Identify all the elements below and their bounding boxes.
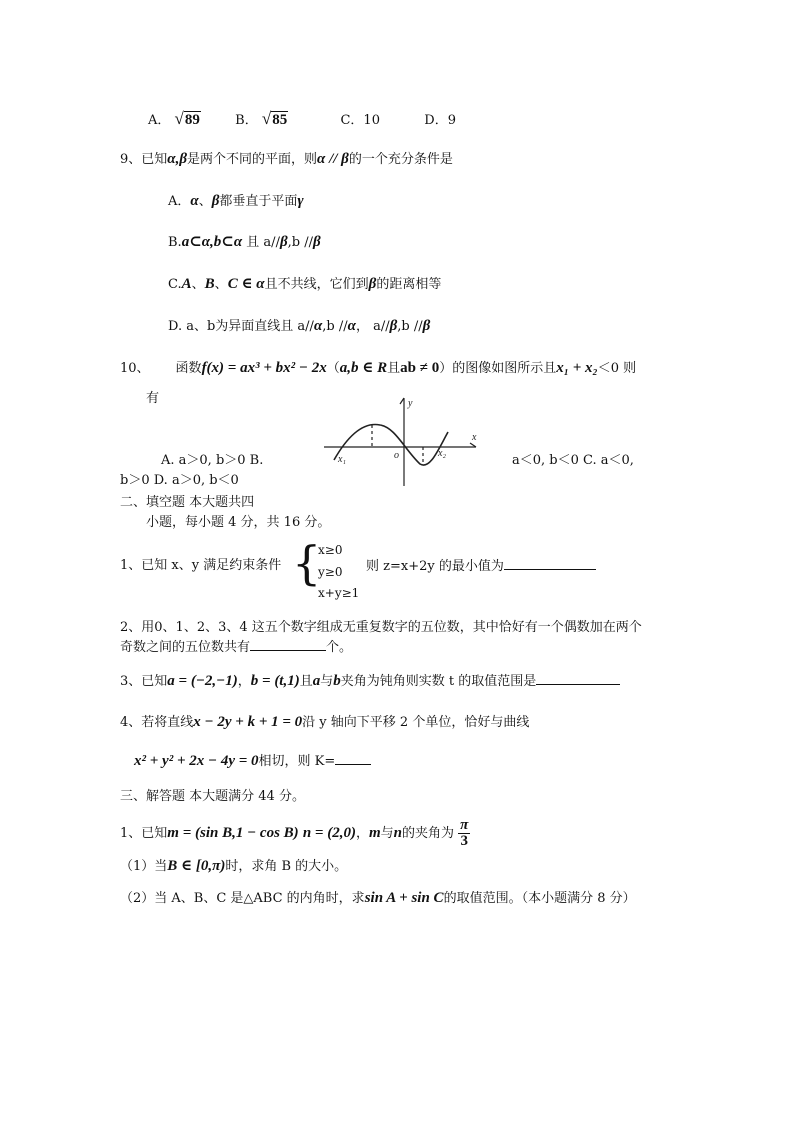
q9-option-d: D. a、b为异面直线且 a//α,b //α， a//β,b //β [168,318,431,334]
q9-stem: 9、已知α,β是两个不同的平面，则α // β的一个充分条件是 [120,151,453,167]
q8-option-c: C．10 [340,113,380,128]
pi-over-3: $\frac{\pi}{3}$ [460,817,469,849]
fill-4-line-1: 4、若将直线x − 2y + k + 1 = 0沿 y 轴向下平移 2 个单位，恰好与曲线 [120,714,530,730]
y-axis-label: y [408,398,413,409]
section-2-title: 二、填空题 本大题共四 [120,495,255,510]
fill-1-text-a: 1、已知 x、y 满足约束条件 [120,558,282,573]
constraint-brace: { [292,536,322,590]
answer-1-part-1: （1）当B ∈ [0,π)时，求角 B 的大小。 [120,858,348,874]
answer-1-stem: 1、已知m = (sin B,1 − cos B) n = (2,0)，m与n的夹角为 $\frac{\pi}{3}$ [120,817,469,849]
fill-3: 3、已知a = (−2,−1)，b = (t,1)且a与b夹角为钝角则实数 t 的取值范围是 [120,672,620,691]
answer-blank[interactable] [335,752,371,765]
q10-options-a: A. a＞0, b＞0 B. [161,453,264,468]
q10-function-graph [320,392,480,488]
q9-option-a: A．α、β都垂直于平面γ [168,193,304,209]
q8-option-d: D．9 [424,113,456,128]
q10-options-c: b＞0 D. a＞0, b＜0 [120,473,239,488]
q8-option-a-label: A． [148,113,171,128]
q9-option-b: B.a⊂α,b⊂α 且 a//β,b //β [168,234,321,250]
fill-4-line-2: x² + y² + 2x − 4y = 0相切，则 K= [134,752,371,771]
answer-1-part-2: （2）当 A、B、C 是△ABC 的内角时，求sin A + sin C的取值范围。（本小题满分 8 分） [120,890,636,906]
fill-2-line-2: 奇数之间的五位数共有 个。 [120,640,353,655]
answer-blank[interactable] [504,557,596,570]
q10-stem-cont: 有 [146,391,160,406]
fill-2-line-1: 2、用0、1、2、3、4 这五个数字组成无重复数字的五位数，其中恰好有一个偶数加在两个 [120,620,642,635]
x2-label: x₂ [438,448,446,459]
y-axis-arrow [400,398,404,404]
origin-label: o [394,450,399,461]
sqrt-85: √85 [261,109,288,128]
x-axis-label: x [472,432,477,443]
q10-options-b: a＜0, b＜0 C. a＜0, [512,453,634,468]
section-2-subtitle: 小题，每小题 4 分，共 16 分。 [146,515,331,530]
constraint-3: x+y≥1 [318,586,360,600]
q10-stem: 10、 函数f(x) = ax³ + bx² − 2x（a,b ∈ R且ab ≠ 0）的图像如图所示且x₁ + x₂＜0 则 [120,360,637,376]
answer-blank[interactable] [250,638,326,651]
q9-option-c: C.A、B、C ∈ α且不共线，它们到β的距离相等 [168,276,442,292]
x-axis-arrow [470,443,476,447]
fill-1-text-b: 则 z=x+2y 的最小值为 [366,557,596,576]
answer-blank[interactable] [536,672,620,685]
q8-options [148,110,456,130]
x1-label: x₁ [338,454,346,465]
constraint-2: y≥0 [318,565,343,579]
section-3-title: 三、解答题 本大题满分 44 分。 [120,789,305,804]
constraint-1: x≥0 [318,543,343,557]
q8-option-b-label: B． [235,113,258,128]
cubic-curve [334,424,448,465]
sqrt-89: √89 [174,109,200,128]
